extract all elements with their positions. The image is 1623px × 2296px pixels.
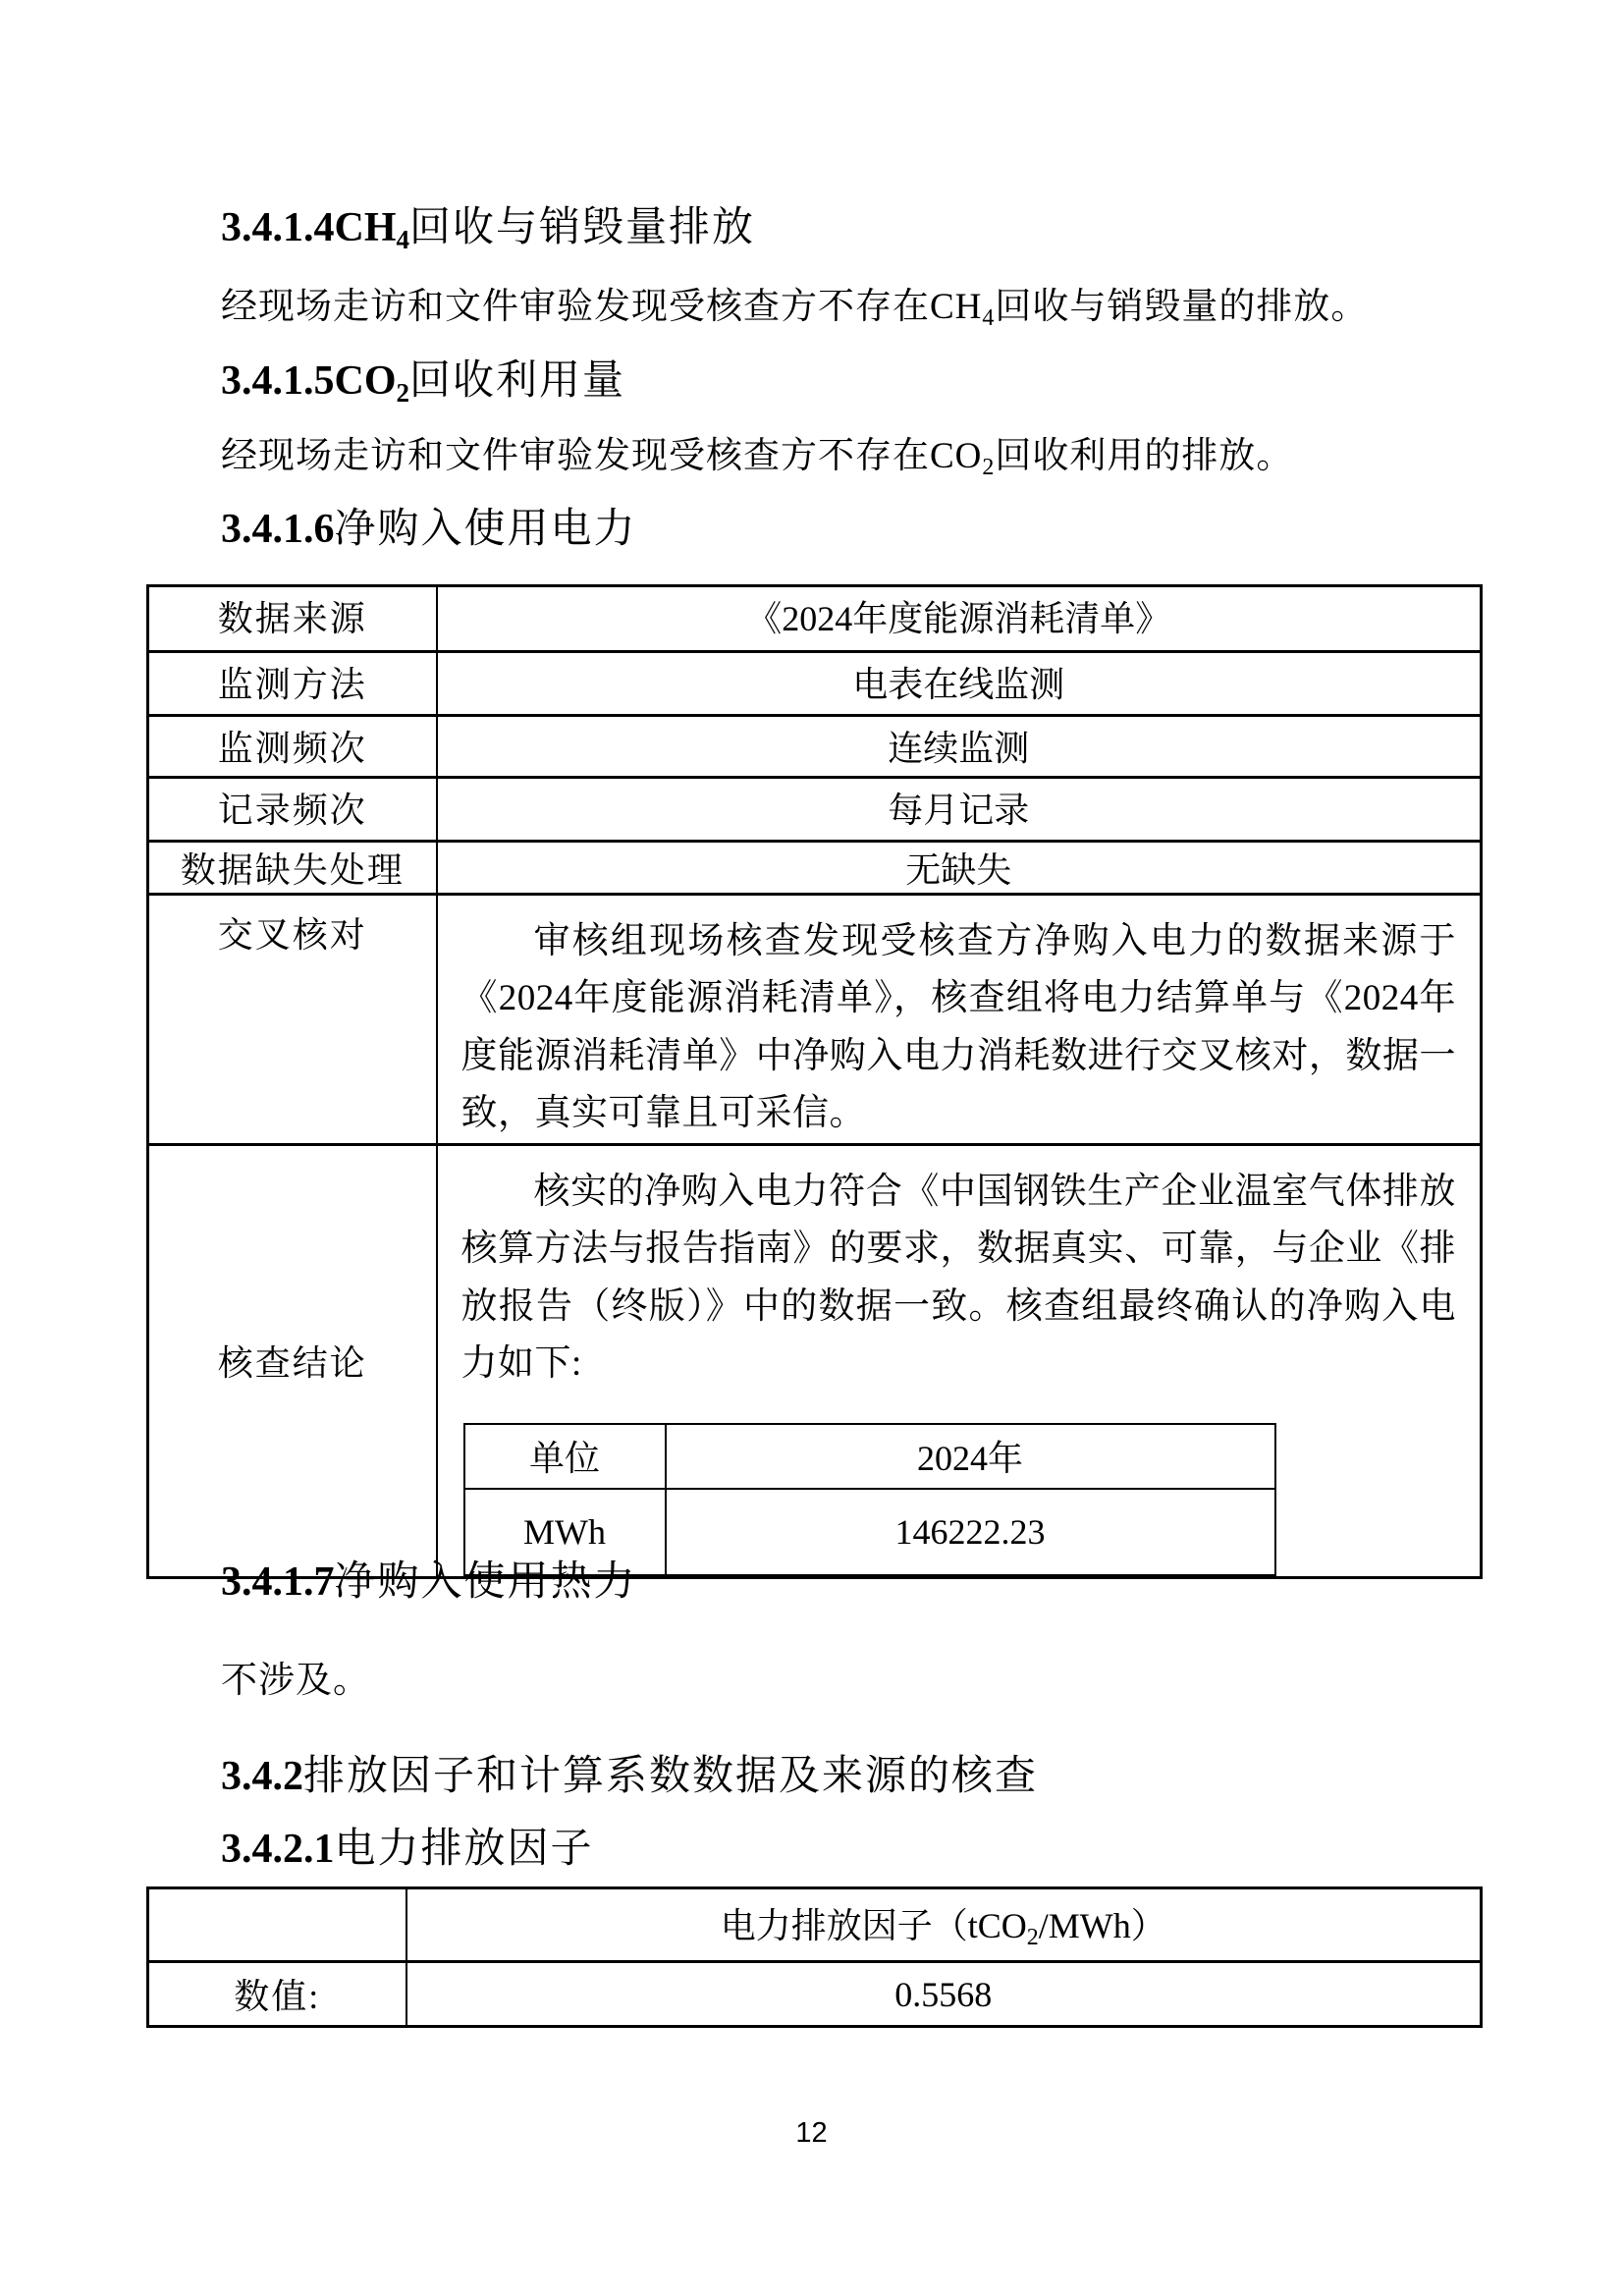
paragraph-text: 不涉及。	[221, 1661, 370, 1701]
heading-3-4-1-7	[221, 1559, 637, 1605]
factor-header	[406, 1888, 1482, 1962]
electricity-monitoring-table	[146, 584, 1483, 1579]
row-value: 连续监测	[437, 716, 1482, 778]
table-row	[148, 586, 1482, 652]
table-row	[464, 1424, 1275, 1489]
header-text: 电力排放因子（tCO	[720, 1906, 1027, 1945]
row-label: 数据缺失处理	[148, 842, 437, 895]
chemical-subscript: 2	[396, 378, 409, 408]
chemical-subscript: 4	[396, 225, 409, 254]
heading-text: 回收利用量	[409, 358, 626, 404]
heading-3-4-2	[221, 1754, 1038, 1799]
emission-factor-table	[146, 1886, 1483, 2028]
row-label: 数据来源	[148, 586, 437, 652]
table-row	[148, 1962, 1482, 2027]
row-value: 《2024年度能源消耗清单》	[437, 586, 1482, 652]
row-value	[437, 895, 1482, 1145]
heading-3-4-2-1	[221, 1827, 594, 1872]
table-row	[148, 716, 1482, 778]
unit-value: MWh	[464, 1489, 666, 1575]
heading-number: 3.4.2	[221, 1754, 303, 1799]
row-value	[437, 1144, 1482, 1577]
row-value: 每月记录	[437, 778, 1482, 842]
heading-text: 净购入使用电力	[334, 507, 637, 552]
paragraph-not-applicable	[221, 1660, 370, 1703]
paragraph-text: 回收与销毁量的排放。	[995, 287, 1369, 327]
electricity-value: 146222.23	[666, 1489, 1275, 1575]
row-label: 核查结论	[148, 1144, 437, 1577]
chemical-subscript: 2	[982, 455, 996, 480]
header-text: /MWh）	[1038, 1906, 1166, 1945]
chemical-formula: CH	[930, 287, 983, 327]
row-label: 监测方法	[148, 652, 437, 716]
heading-3-4-1-4	[221, 205, 755, 255]
paragraph-text: 经现场走访和文件审验发现受核查方不存在	[221, 436, 930, 476]
paragraph-text: 回收利用的排放。	[995, 436, 1294, 476]
row-value: 无缺失	[437, 842, 1482, 895]
chemical-formula: CO	[334, 358, 397, 404]
paragraph-text: 经现场走访和文件审验发现受核查方不存在	[221, 287, 930, 327]
heading-text: 电力排放因子	[334, 1827, 594, 1872]
net-electricity-table	[463, 1423, 1276, 1576]
cross-check-paragraph: 审核组现场核查发现受核查方净购入电力的数据来源于《2024年度能源消耗清单》，核查组将电力结算单与《2024年度能源消耗清单》中净购入电力消耗数进行交叉核对，数据一致，真实可靠且可采信。	[460, 921, 1456, 1134]
heading-number: 3.4.1.5	[221, 358, 335, 404]
row-value: 电表在线监测	[437, 652, 1482, 716]
row-label: 监测频次	[148, 716, 437, 778]
empty-cell	[148, 1888, 406, 1962]
table-row	[148, 778, 1482, 842]
chemical-subscript: 4	[982, 305, 996, 331]
heading-number: 3.4.1.7	[221, 1559, 335, 1605]
table-row	[148, 842, 1482, 895]
heading-3-4-1-6	[221, 507, 637, 552]
table-row	[148, 1144, 1482, 1577]
chemical-subscript: 2	[1026, 1925, 1039, 1950]
table-row	[148, 652, 1482, 716]
year-header: 2024年	[666, 1424, 1275, 1489]
row-label: 交叉核对	[148, 895, 437, 1145]
unit-header: 单位	[464, 1424, 666, 1489]
heading-text: 净购入使用热力	[334, 1559, 637, 1605]
heading-text: 排放因子和计算系数数据及来源的核查	[303, 1754, 1039, 1799]
paragraph-ch4	[221, 286, 1368, 333]
chemical-formula: CH	[334, 205, 397, 250]
heading-number: 3.4.2.1	[221, 1827, 335, 1872]
row-label: 记录频次	[148, 778, 437, 842]
table-row	[148, 895, 1482, 1145]
factor-value: 0.5568	[406, 1962, 1482, 2027]
chemical-formula: CO	[930, 436, 983, 476]
page-number: 12	[795, 2117, 828, 2149]
heading-number: 3.4.1.4	[221, 205, 335, 250]
heading-3-4-1-5	[221, 358, 625, 409]
conclusion-paragraph: 核实的净购入电力符合《中国钢铁生产企业温室气体排放核算方法与报告指南》的要求，数据真实、可靠，与企业《排放报告（终版）》中的数据一致。核查组最终确认的净购入电力如下:	[460, 1171, 1456, 1385]
row-label: 数值:	[148, 1962, 406, 2027]
heading-text: 回收与销毁量排放	[409, 205, 756, 250]
table-row	[148, 1888, 1482, 1962]
paragraph-co2	[221, 435, 1293, 482]
heading-number: 3.4.1.6	[221, 507, 335, 552]
